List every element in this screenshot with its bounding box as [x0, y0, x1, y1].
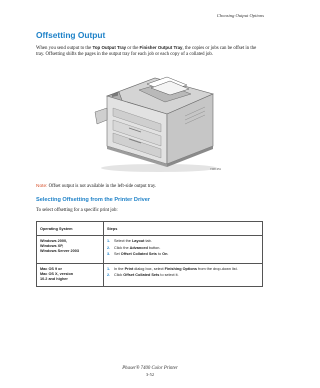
step-ui-term: Advanced — [129, 245, 148, 250]
step-text: dialog box, select — [133, 266, 165, 271]
intro-text: , the copies or jobs can be offset in the tray. Offsetting shifts the pages in the output tray for each job or each copy of a collated job. — [36, 46, 257, 58]
os-name: Mac OS 9 or — [40, 266, 62, 271]
os-cell — [37, 263, 104, 286]
steps-cell — [104, 263, 263, 286]
intro-paragraph — [36, 45, 262, 59]
step-ui-term: On — [162, 252, 168, 256]
footer-page-number: 3-52 — [145, 372, 155, 377]
finisher-output-tray-term: Finisher Output Tray — [139, 45, 183, 50]
step-item — [107, 239, 259, 244]
step-number: 3. — [107, 252, 111, 256]
step-ui-term: Print — [124, 266, 134, 271]
table-row — [37, 263, 263, 286]
step-item — [107, 246, 259, 251]
subsection-intro: To select offsetting for a specific print job: — [36, 208, 118, 213]
step-number: 2. — [107, 245, 111, 250]
note — [36, 184, 156, 190]
step-text: tab. — [144, 239, 152, 243]
step-item — [107, 252, 259, 257]
printer-illustration — [93, 72, 223, 174]
running-header: Choosing Output Options — [216, 13, 264, 18]
step-text: to select it. — [159, 273, 179, 277]
steps-cell — [104, 236, 263, 264]
step-ui-term: Offset Collated Sets — [123, 273, 160, 277]
os-name: Mac OS X, version — [40, 271, 74, 276]
step-number: 1. — [107, 239, 111, 243]
step-text: to — [156, 252, 163, 256]
intro-text: or the — [126, 46, 140, 51]
step-ui-term: Offset Collated Sets — [120, 252, 157, 256]
os-name: Windows XP, — [40, 244, 64, 248]
intro-text: When you send output to the — [36, 46, 93, 51]
os-name: Windows 2000, — [40, 239, 68, 243]
step-text: Select the — [114, 239, 132, 243]
section-title: Offsetting Output — [36, 30, 106, 40]
os-name: 10.2 and higher — [40, 276, 68, 281]
header-steps: Steps — [104, 222, 263, 236]
note-text: Offset output is not available in the left-side output tray. — [47, 184, 157, 189]
step-item — [107, 273, 259, 278]
step-text: from the drop-down list. — [196, 266, 238, 271]
step-number: 2. — [107, 273, 111, 277]
footer-product-name: Phaser® 7400 Color Printer — [122, 366, 178, 371]
os-name: Windows Server 2003 — [40, 249, 80, 253]
note-label: Note: — [36, 184, 48, 189]
step-ui-term: Layout — [131, 239, 145, 243]
step-list — [107, 267, 259, 279]
step-text: . — [167, 252, 169, 256]
header-operating-system: Operating System — [37, 222, 104, 236]
step-text: In the — [114, 266, 125, 271]
subsection-title: Selecting Offsetting from the Printer Driver — [36, 197, 151, 203]
step-list — [107, 239, 259, 257]
table-header-row — [37, 222, 263, 236]
os-cell — [37, 236, 104, 264]
figure-id: 7400-351 — [210, 168, 221, 171]
step-number: 1. — [107, 266, 111, 271]
table-row — [37, 236, 263, 264]
step-item — [107, 267, 259, 272]
step-text: Click — [114, 273, 124, 277]
step-text: Set — [114, 252, 121, 256]
steps-table — [36, 221, 263, 287]
step-text: Click the — [114, 245, 130, 250]
top-output-tray-term: Top Output Tray — [92, 45, 127, 50]
step-ui-term: Finishing Options — [164, 266, 197, 271]
step-text: button. — [147, 245, 161, 250]
